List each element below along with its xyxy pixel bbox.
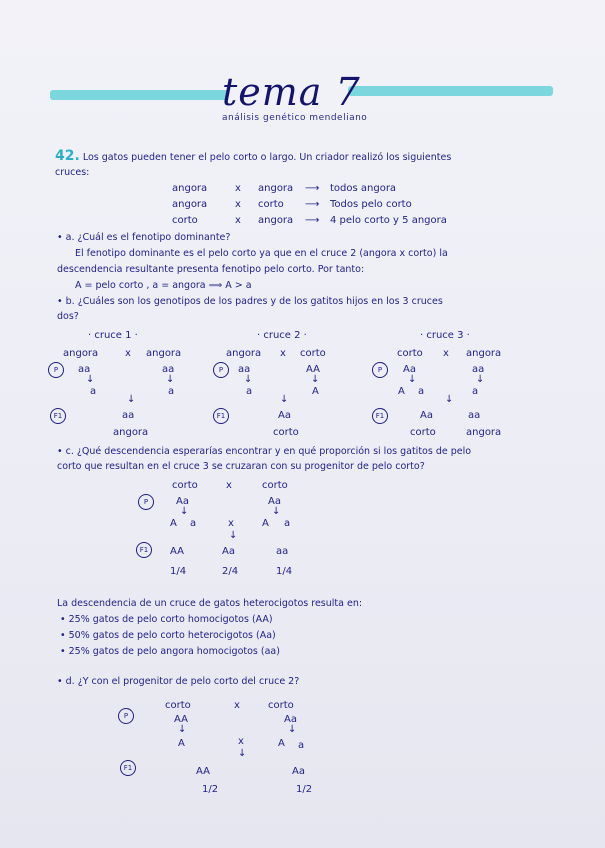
question-b-1: • b. ¿Cuáles son los genotipos de los padres y de los gatitos hijos en los 3 cruces [57, 296, 443, 307]
cross-1-x: x [235, 183, 241, 194]
cross3-p-marker: P [372, 362, 388, 378]
d-p-marker: P [118, 708, 134, 724]
c-summary: La descendencia de un cruce de gatos heterocigotos resulta en: [57, 598, 363, 609]
cross-3-arrow: ⟶ [305, 215, 320, 226]
cross-1-arrow: ⟶ [305, 183, 320, 194]
c-ratio1: 1/4 [170, 566, 187, 577]
cross3-genotype2: aa [472, 364, 485, 375]
d-arrow-down-1: ↓ [178, 724, 187, 735]
cross3-parent1: corto [397, 348, 423, 359]
cross1-genotype1: aa [78, 364, 91, 375]
cross1-arrow-down-2: ↓ [166, 374, 175, 385]
cross2-phenotype: corto [273, 427, 299, 438]
c-offspring1: AA [170, 546, 184, 557]
cross2-arrow-down-1: ↓ [244, 374, 253, 385]
answer-a-1: El fenotipo dominante es el pelo corto ya que en el cruce 2 (angora x corto) la [75, 248, 448, 259]
cross-1-result: todos angora [330, 183, 397, 194]
cross1-f1-marker: F1 [50, 408, 66, 424]
cross3-parent2: angora [466, 348, 502, 359]
cross2-x: x [280, 348, 286, 359]
cross2-p-marker: P [213, 362, 229, 378]
cross1-phenotype: angora [113, 427, 149, 438]
c-arrow-down-3: ↓ [229, 530, 238, 541]
d-gamete-x: x [238, 736, 244, 747]
question-b-2: dos? [57, 311, 79, 322]
question-number: 42. [55, 148, 80, 164]
cross1-gamete2: a [168, 386, 175, 397]
cross3-arrow-down-2: ↓ [476, 374, 485, 385]
c-offspring2: Aa [222, 546, 235, 557]
c-gamete-a1: A [170, 518, 177, 529]
d-arrow-down-2: ↓ [288, 724, 297, 735]
c-summary-item-3: • 25% gatos de pelo angora homocigotos (aa) [60, 646, 280, 657]
c-offspring3: aa [276, 546, 289, 557]
answer-a-2: descendencia resultante presenta fenotipo pelo corto. Por tanto: [57, 264, 365, 275]
cross-2-parent-b: corto [258, 199, 284, 210]
question-c-1: • c. ¿Qué descendencia esperarías encontrar y en qué proporción si los gatitos de pelo [57, 446, 472, 457]
cross1-label: · cruce 1 · [88, 330, 138, 341]
c-genotype2: Aa [268, 496, 281, 507]
d-parent2: corto [268, 700, 294, 711]
cross1-p-marker: P [48, 362, 64, 378]
cross3-label: · cruce 3 · [420, 330, 470, 341]
cross3-offspring2: aa [468, 410, 481, 421]
d-genotype1: AA [174, 714, 188, 725]
cross3-arrow-down-1: ↓ [408, 374, 417, 385]
answer-a-3: A = pelo corto , a = angora ⟹ A > a [75, 280, 252, 291]
title-highlight-left [50, 90, 228, 100]
cross-3-parent-a: corto [172, 215, 198, 226]
d-f1-marker: F1 [120, 760, 136, 776]
c-x: x [226, 480, 232, 491]
c-summary-item-1: • 25% gatos de pelo corto homocigotos (AA) [60, 614, 273, 625]
cross2-arrow-down-3: ↓ [280, 394, 289, 405]
c-gamete-b1: A [262, 518, 269, 529]
d-arrow-down-3: ↓ [238, 748, 247, 759]
c-arrow-down-1: ↓ [180, 506, 189, 517]
cross3-arrow-down-3: ↓ [445, 394, 454, 405]
cross-2-arrow: ⟶ [305, 199, 320, 210]
c-gamete-b2: a [284, 518, 291, 529]
cross-2-result: Todos pelo corto [330, 199, 412, 210]
cross-2-x: x [235, 199, 241, 210]
cross2-genotype1: aa [238, 364, 251, 375]
d-offspring1: AA [196, 766, 210, 777]
cross-1-parent-b: angora [258, 183, 294, 194]
cross2-gamete1: a [246, 386, 253, 397]
d-ratio1: 1/2 [202, 784, 219, 795]
cross2-arrow-down-2: ↓ [311, 374, 320, 385]
d-x: x [234, 700, 240, 711]
d-gamete-b1: A [278, 738, 285, 749]
c-gamete-x: x [228, 518, 234, 529]
cross1-parent1: angora [63, 348, 99, 359]
question-c-2: corto que resultan en el cruce 3 se cruzaran con su progenitor de pelo corto? [57, 461, 425, 472]
d-gamete-a: A [178, 738, 185, 749]
cross2-offspring: Aa [278, 410, 291, 421]
cross-3-parent-b: angora [258, 215, 294, 226]
cross2-parent2: corto [300, 348, 326, 359]
cross3-f1-marker: F1 [372, 408, 388, 424]
cross3-phenotype1: corto [410, 427, 436, 438]
cross3-gamete1b: a [418, 386, 425, 397]
question-text-2: cruces: [55, 167, 90, 178]
cross3-gamete2: a [472, 386, 479, 397]
cross-1-parent-a: angora [172, 183, 208, 194]
cross2-parent1: angora [226, 348, 262, 359]
cross1-arrow-down-3: ↓ [127, 394, 136, 405]
cross-3-result: 4 pelo corto y 5 angora [330, 215, 447, 226]
cross2-label: · cruce 2 · [257, 330, 307, 341]
page-subtitle: análisis genético mendeliano [222, 113, 368, 123]
page-title: tema 7 [222, 70, 361, 114]
cross3-gamete1a: A [398, 386, 405, 397]
cross2-genotype2: AA [306, 364, 320, 375]
cross3-genotype1: Aa [403, 364, 416, 375]
cross-3-x: x [235, 215, 241, 226]
c-parent1: corto [172, 480, 198, 491]
c-gamete-a2: a [190, 518, 197, 529]
question-a: • a. ¿Cuál es el fenotipo dominante? [57, 232, 231, 243]
cross3-offspring1: Aa [420, 410, 433, 421]
c-genotype1: Aa [176, 496, 189, 507]
d-offspring2: Aa [292, 766, 305, 777]
question-d: • d. ¿Y con el progenitor de pelo corto del cruce 2? [57, 676, 300, 687]
cross1-offspring: aa [122, 410, 135, 421]
cross1-genotype2: aa [162, 364, 175, 375]
question-42 [55, 150, 451, 164]
d-parent1: corto [165, 700, 191, 711]
title-highlight-right [348, 86, 553, 96]
cross-2-parent-a: angora [172, 199, 208, 210]
d-gamete-b2: a [298, 740, 305, 751]
cross3-x: x [443, 348, 449, 359]
c-parent2: corto [262, 480, 288, 491]
c-p-marker: P [138, 494, 154, 510]
cross2-gamete2: A [312, 386, 319, 397]
cross1-gamete1: a [90, 386, 97, 397]
cross2-f1-marker: F1 [213, 408, 229, 424]
c-ratio2: 2/4 [222, 566, 239, 577]
cross1-arrow-down-1: ↓ [86, 374, 95, 385]
c-summary-item-2: • 50% gatos de pelo corto heterocigotos (Aa) [60, 630, 276, 641]
c-arrow-down-2: ↓ [272, 506, 281, 517]
c-f1-marker: F1 [136, 542, 152, 558]
cross3-phenotype2: angora [466, 427, 502, 438]
d-genotype2: Aa [284, 714, 297, 725]
cross1-x: x [125, 348, 131, 359]
d-ratio2: 1/2 [296, 784, 313, 795]
c-ratio3: 1/4 [276, 566, 293, 577]
cross1-parent2: angora [146, 348, 182, 359]
question-text-1: Los gatos pueden tener el pelo corto o largo. Un criador realizó los siguientes [82, 152, 452, 163]
